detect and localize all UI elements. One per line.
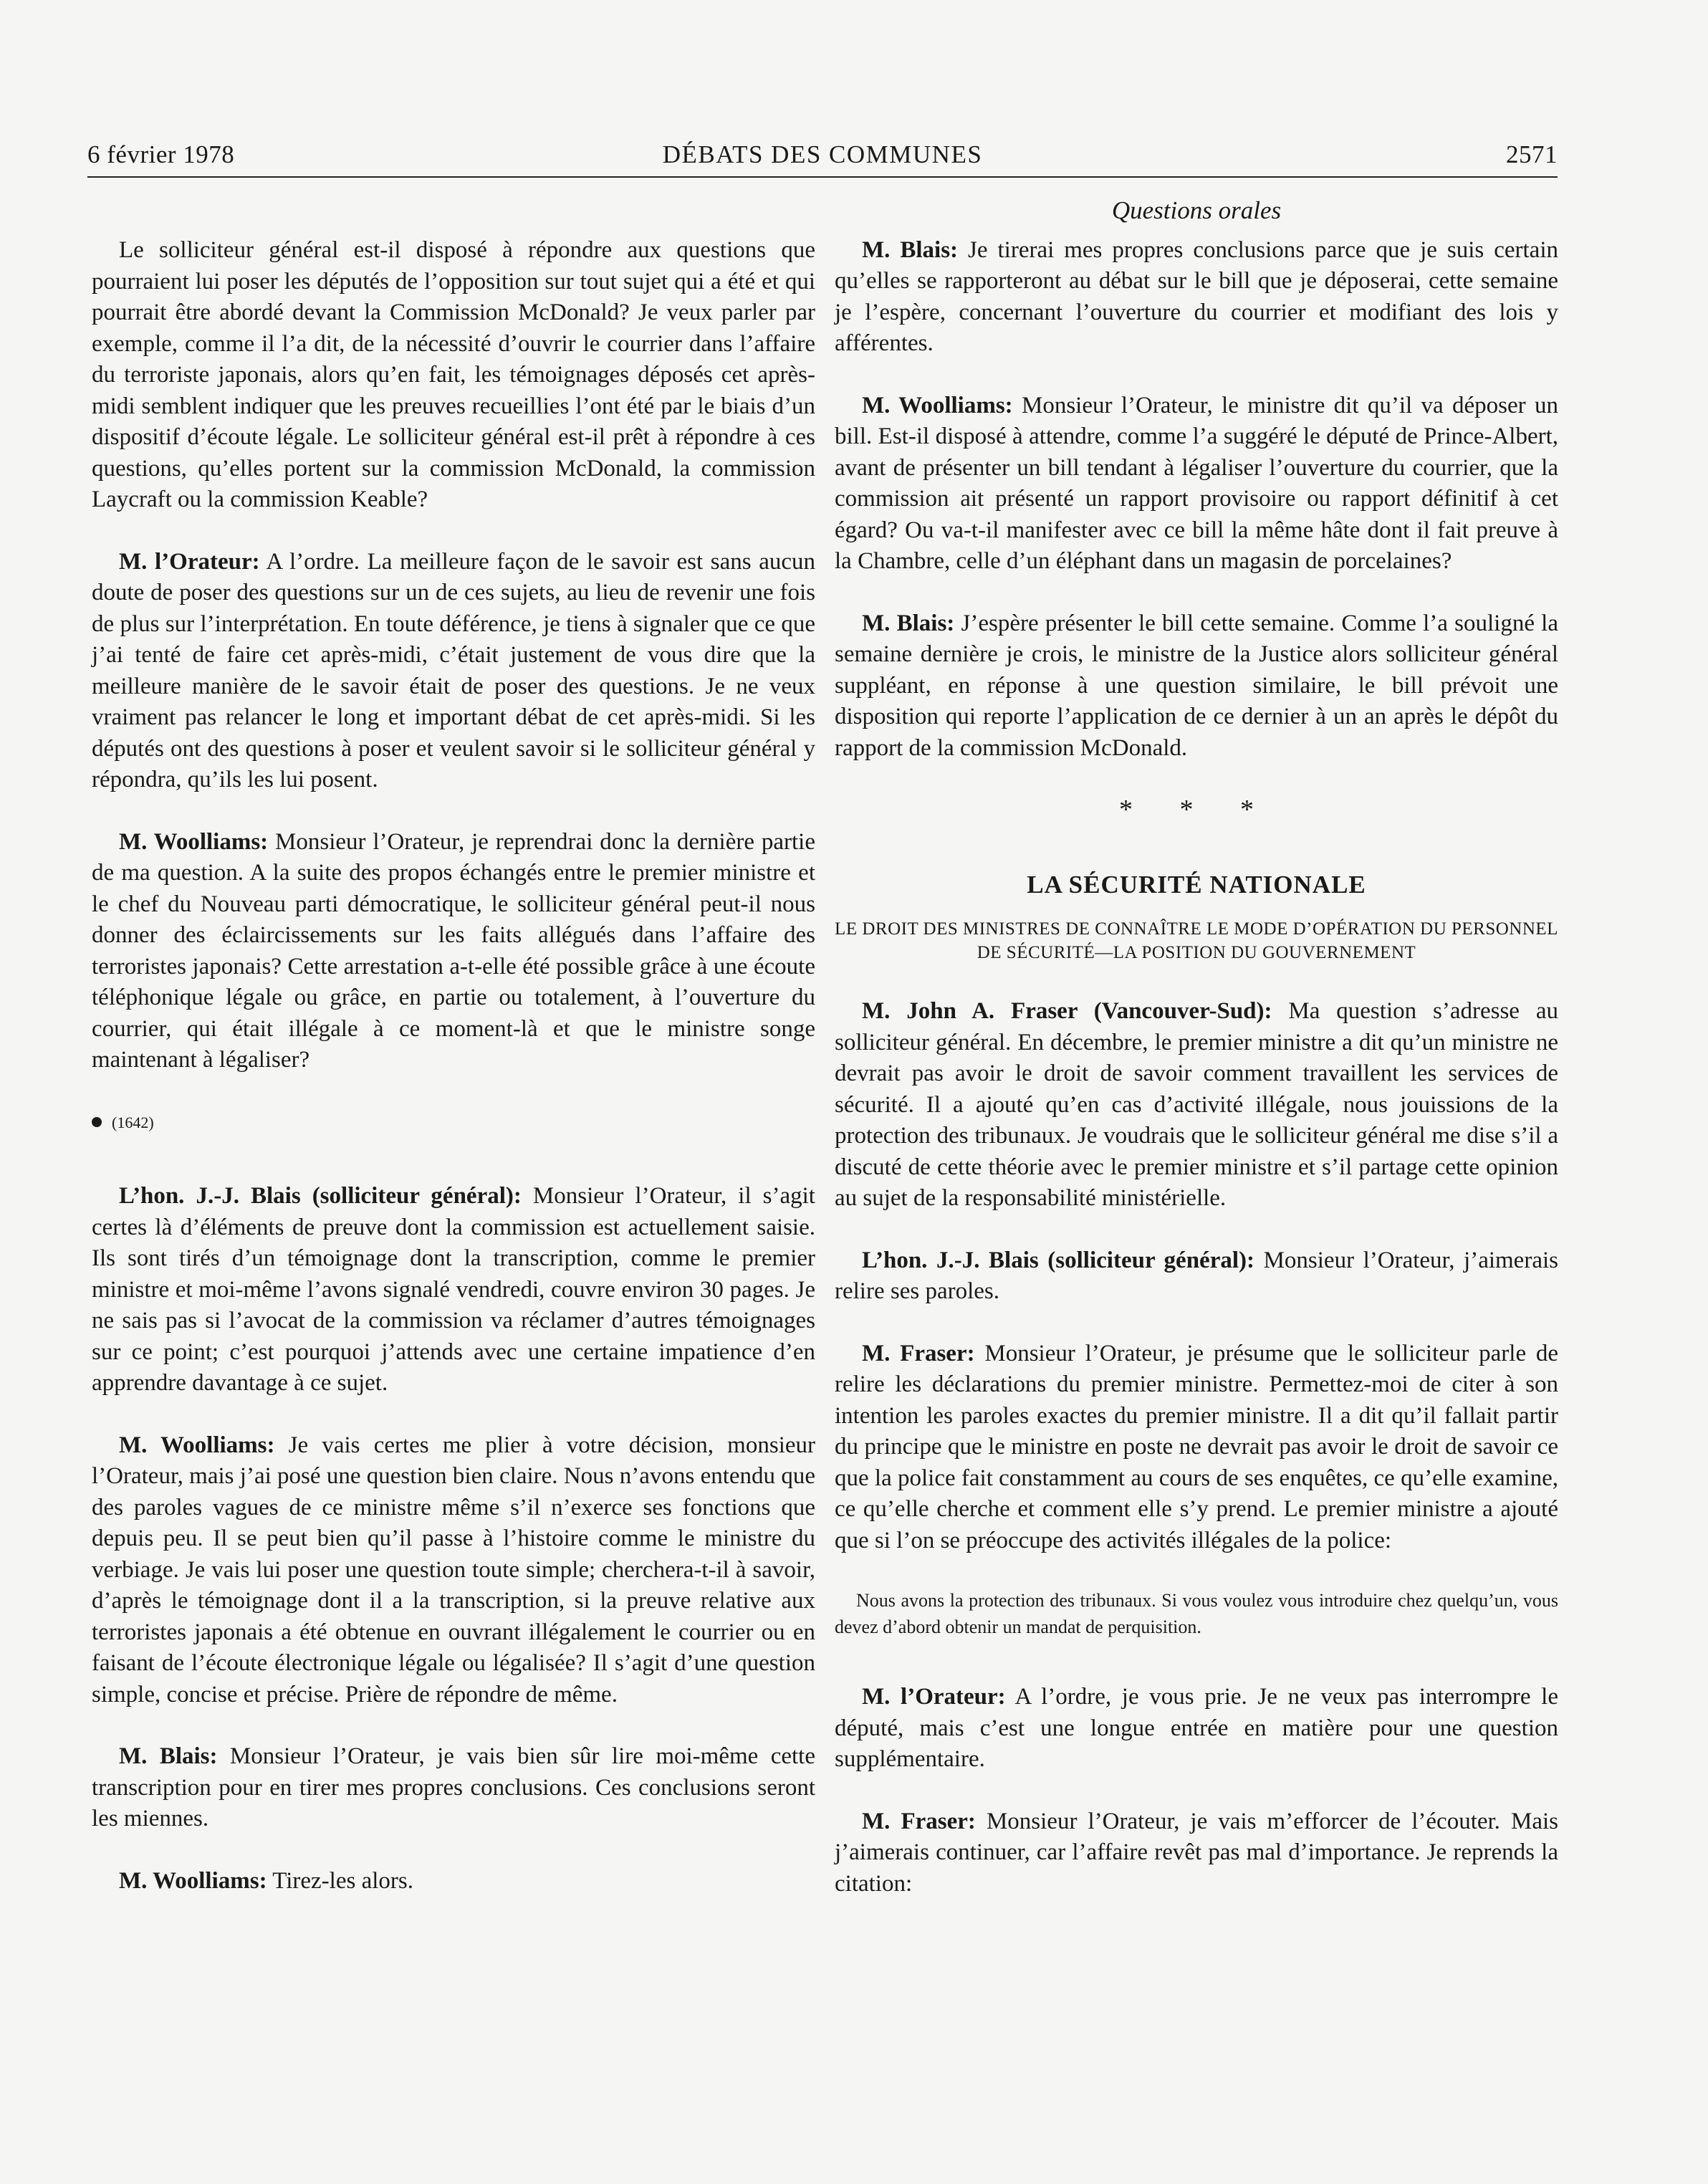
speech-text: Tirez-les alors. <box>267 1867 413 1894</box>
header-date: 6 février 1978 <box>87 140 235 168</box>
speech-text: Monsieur l’Orateur, je présume que le solliciteur parle de relire les déclarations du premier ministre. Permettez-moi de citer à son intention les paroles exactes du premier ministre. Il a dit qu’il fallait partir du principe que le ministre en poste ne devrait pas avoir le droit de savoir ce que la police fait constamment au cours de ses enquêtes, ce qu’elle examine, ce qu’elle cherche et comment elle s’y prend. Le premier ministre a ajouté que si l’on se préoccupe des activités illégales de la police: <box>835 1340 1559 1553</box>
speaker-name: L’hon. J.-J. Blais (solliciteur général): <box>119 1183 522 1209</box>
speaker-name: M. Blais: <box>862 610 955 636</box>
speaker-name: M. Woolliams: <box>119 828 269 855</box>
paragraph <box>835 996 1558 1215</box>
speaker-name: L’hon. J.-J. Blais (solliciteur général): <box>862 1247 1254 1273</box>
page-header <box>87 140 1558 178</box>
paragraph <box>835 1806 1558 1900</box>
paragraph <box>835 1682 1558 1776</box>
speech-text: Je tirerai mes propres conclusions parce que je suis certain qu’elles se rapporteront au débat sur le bill que je déposerai, cette semaine je l’espère, concernant l’ouverture du courrier et modifiant des lois y afférentes. <box>835 236 1558 356</box>
header-page-number: 2571 <box>1506 140 1558 168</box>
header-title: DÉBATS DES COMMUNES <box>662 140 983 168</box>
speech-text: Monsieur l’Orateur, il s’agit certes là d’éléments de preuve dont la commission est actuellement saisie. Ils sont tirés d’un témoignage dont la transcription, comme le premier ministre et moi-même l’avons signalé vendredi, couvre environ 30 pages. Je ne sais pas si l’avocat de la commission va réclamer d’autres témoignages sur ce point; c’est pourquoi j’attends avec une certaine impatience d’en apprendre davantage à ce sujet. <box>92 1183 815 1396</box>
time-marker-text: (1642) <box>112 1113 154 1131</box>
block-quote: Nous avons la protection des tribunaux. Si vous voulez vous introduire chez quelqu’un, vous devez d’abord obtenir un mandat de perquisition. <box>835 1590 1558 1637</box>
speech-text: Monsieur l’Orateur, je reprendrai donc la dernière partie de ma question. A la suite des propos échangés entre le premier ministre et le chef du Nouveau parti démocratique, le solliciteur général peut-il nous donner des éclaircissements sur les faits allégués dans l’affaire des terroristes japonais? Cette arrestation a-t-elle été possible grâce à une écoute téléphonique légale ou grâce, en partie ou totalement, à l’ouverture du courrier, qui était illégale à ce moment-là et que le ministre songe maintenant à légaliser? <box>92 828 815 1073</box>
section-separator: * * * <box>1119 795 1274 825</box>
left-column <box>92 235 815 1927</box>
paragraph <box>92 1430 815 1711</box>
speaker-name: M. Woolliams: <box>119 1867 267 1894</box>
speaker-name: M. Fraser: <box>862 1340 975 1366</box>
paragraph <box>92 1181 815 1399</box>
paragraph <box>92 827 815 1076</box>
speaker-name: M. l’Orateur: <box>862 1684 1006 1710</box>
bullet-icon <box>92 1117 102 1127</box>
speaker-name: M. John A. Fraser (Vancouver-Sud): <box>862 998 1272 1024</box>
speech-text: Ma question s’adresse au solliciteur général. En décembre, le premier ministre a dit qu’un ministre ne devrait pas avoir le droit de savoir comment travaillent les services de sécurité. Il a ajouté qu’en cas d’activité illégale, nous jouissions de la protection des tribunaux. Je voudrais que le solliciteur général me dise s’il a discuté de cette théorie avec le premier ministre et s’il partage cette opinion au sujet de la responsabilité ministérielle. <box>835 998 1558 1211</box>
speaker-name: M. Blais: <box>119 1743 218 1769</box>
paragraph <box>92 1866 815 1897</box>
paragraph <box>835 391 1558 578</box>
subsection-title: LE DROIT DES MINISTRES DE CONNAÎTRE LE MODE D’OPÉRATION DU PERSONNEL DE SÉCURITÉ—LA POSITION DU GOUVERNEMENT <box>835 919 1558 962</box>
speaker-name: M. Fraser: <box>862 1808 976 1834</box>
paragraph <box>835 235 1558 360</box>
paragraph <box>835 608 1558 765</box>
speech-text: Monsieur l’Orateur, le ministre dit qu’il va déposer un bill. Est-il disposé à attendre, comme l’a suggéré le député de Prince-Albert, avant de présenter un bill tendant à légaliser l’ouverture du courrier, que la commission ait présenté un rapport provisoire ou rapport définitif à cet égard? Ou va-t-il manifester avec ce bill la même hâte dont il fait preuve à la Chambre, celle d’un éléphant dans un magasin de porcelaines? <box>835 392 1558 574</box>
speech-text: Monsieur l’Orateur, je vais bien sûr lire moi-même cette transcription pour en tirer mes propres conclusions. Ces conclusions seront les miennes. <box>92 1743 815 1831</box>
paragraph <box>835 1338 1558 1557</box>
running-head: Questions orales <box>1111 196 1282 224</box>
speaker-name: M. Blais: <box>862 236 959 263</box>
speech-text: Monsieur l’Orateur, je vais m’efforcer de l’écouter. Mais j’aimerais continuer, car l’affaire revêt pas mal d’importance. Je reprends la citation: <box>835 1808 1558 1897</box>
time-marker <box>92 1107 815 1139</box>
paragraph: Le solliciteur général est-il disposé à répondre aux questions que pourraient lui poser les députés de l’opposition sur tout sujet qui a été et qui pourrait être abordé devant la Commission McDonald? Je veux parler par exemple, comme il l’a dit, de la nécessité d’ouvrir le courrier dans l’affaire du terroriste japonais, alors qu’en fait, les témoignages déposés cet après-midi semblent indiquer que les preuves recueillies l’ont été par le biais d’un dispositif d’écoute légale. Le solliciteur général est-il prêt à répondre à ces questions, qu’elles portent sur la commission McDonald, la commission Laycraft ou la commission Keable? <box>92 237 815 512</box>
speaker-name: M. Woolliams: <box>119 1432 275 1458</box>
speaker-name: M. l’Orateur: <box>119 548 260 575</box>
paragraph <box>92 1741 815 1835</box>
speech-text: Monsieur l’Orateur, j’aimerais relire ses paroles. <box>835 1247 1558 1304</box>
section-title: LA SÉCURITÉ NATIONALE <box>1027 870 1366 899</box>
speech-text: Je vais certes me plier à votre décision, monsieur l’Orateur, mais j’ai posé une question bien claire. Nous n’avons entendu que des paroles vagues de ce ministre même s’il n’exerce ses fonctions que depuis peu. Il se peut bien qu’il passe à l’histoire comme le ministre du verbiage. Je vais lui poser une question toute simple; cherchera-t-il à savoir, d’après le témoignage dont il a la transcription, si la preuve relative aux terroristes japonais a été obtenue en ouvrant illégalement le courrier ou en faisant de l’écoute électronique légale ou légalisée? Il s’agit d’une question simple, concise et précise. Prière de répondre de même. <box>92 1432 815 1708</box>
paragraph <box>835 1245 1558 1308</box>
speech-text: A l’ordre, je vous prie. Je ne veux pas interrompre le député, mais c’est une longue entrée en matière pour une question supplémentaire. <box>835 1684 1558 1772</box>
right-column <box>835 195 1558 1930</box>
paragraph <box>92 547 815 796</box>
speaker-name: M. Woolliams: <box>862 392 1013 418</box>
speech-text: A l’ordre. La meilleure façon de le savoir est sans aucun doute de poser des questions sur un de ces sujets, au lieu de revenir une fois de plus sur l’interprétation. En toute déférence, je tiens à signaler que ce que j’ai tenté de faire cet après-midi, c’était justement de vous dire que la meilleure manière de le savoir était de poser des questions. Je ne veux vraiment pas relancer le long et important débat de cet après-midi. Si les députés ont des questions à poser et veulent savoir si le solliciteur général y répondra, qu’ils les lui posent. <box>92 548 816 792</box>
speech-text: J’espère présenter le bill cette semaine. Comme l’a souligné la semaine dernière je crois, le ministre de la Justice alors solliciteur général suppléant, en réponse à une question similaire, le bill prévoit une disposition qui reporte l’application de ce dernier à un an après le dépôt du rapport de la commission McDonald. <box>835 610 1559 761</box>
